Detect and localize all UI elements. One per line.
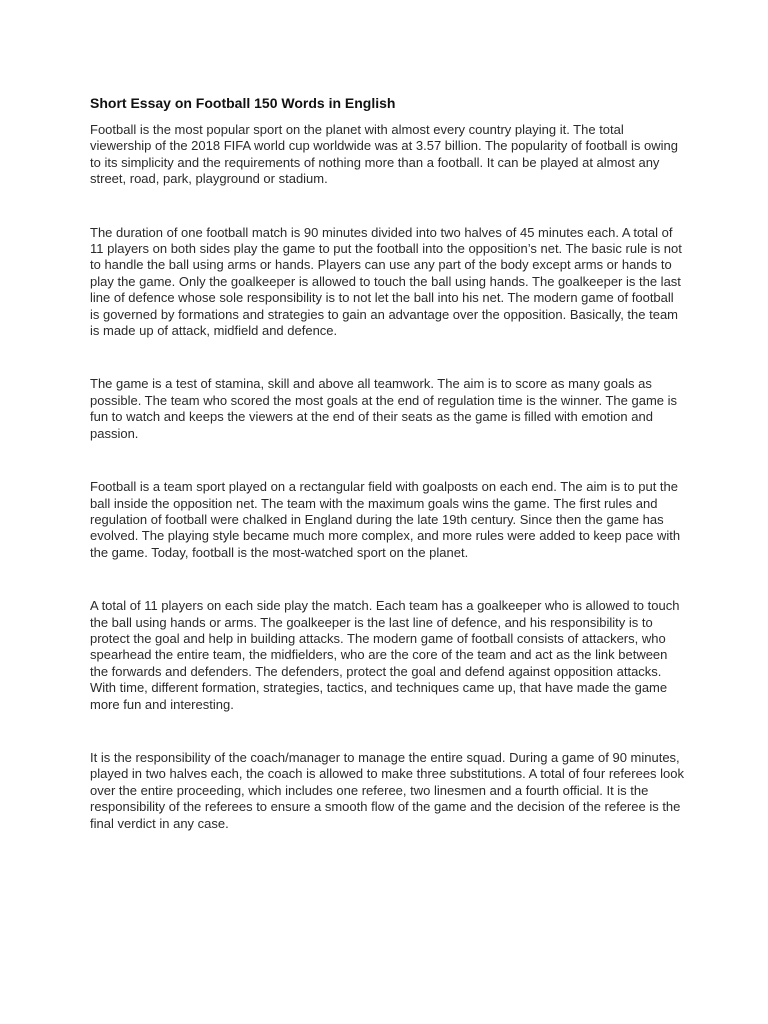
paragraph-3: The game is a test of stamina, skill and above all teamwork. The aim is to score as many goals as possible. The team who scored the most goals at the end of regulation time is the winner. The game is fun to watch and keeps the viewers at the end of their seats as the game is filled with emotion and passion. <box>90 376 678 441</box>
paragraph-1: Football is the most popular sport on the planet with almost every country playing it. The total viewership of the 2018 FIFA world cup worldwide was at 3.57 billion. The popularity of football is owing to its simplicity and the requirements of nothing more than a football. It can be played at almost any street, road, park, playground or stadium. <box>90 122 678 187</box>
page-title: Short Essay on Football 150 Words in English <box>90 95 396 111</box>
paragraph-4: Football is a team sport played on a rectangular field with goalposts on each end. The aim is to put the ball inside the opposition net. The team with the maximum goals wins the game. The first rules and regulation of football were chalked in England during the late 19th century. Since then the game has evolved. The playing style became much more complex, and more rules were added to keep pace with the game. Today, football is the most-watched sport on the planet. <box>90 479 681 560</box>
paragraph-2: The duration of one football match is 90 minutes divided into two halves of 45 minutes each. A total of 11 players on both sides play the game to put the football into the opposition’s net. The basic rule is not to handle the ball using arms or hands. Players can use any part of the body except arms or hands to play the game. Only the goalkeeper is allowed to touch the ball using hands. The goalkeeper is the last line of defence whose sole responsibility is to not let the ball into his net. The modern game of football is governed by formations and strategies to gain an advantage over the opposition. Basically, the team is made up of attack, midfield and defence. <box>90 224 682 339</box>
paragraph-6: It is the responsibility of the coach/manager to manage the entire squad. During a game of 90 minutes, played in two halves each, the coach is allowed to make three substitutions. A total of four referees look over the entire proceeding, which includes one referee, two linesmen and a fourth official. It is the responsibility of the referees to ensure a smooth flow of the game and the decision of the referee is the final verdict in any case. <box>90 749 685 831</box>
paragraph-5: A total of 11 players on each side play the match. Each team has a goalkeeper who is allowed to touch the ball using hands or arms. The goalkeeper is the last line of defence, and his responsibility is to protect the goal and help in building attacks. The modern game of football consists of attackers, who spearhead the entire team, the midfielders, who are the core of the team and act as the link between the forwards and defenders. The defenders, protect the goal and defend against opposition attacks. With time, different formation, strategies, tactics, and techniques came up, that have made the game more fun and interesting. <box>90 598 680 712</box>
